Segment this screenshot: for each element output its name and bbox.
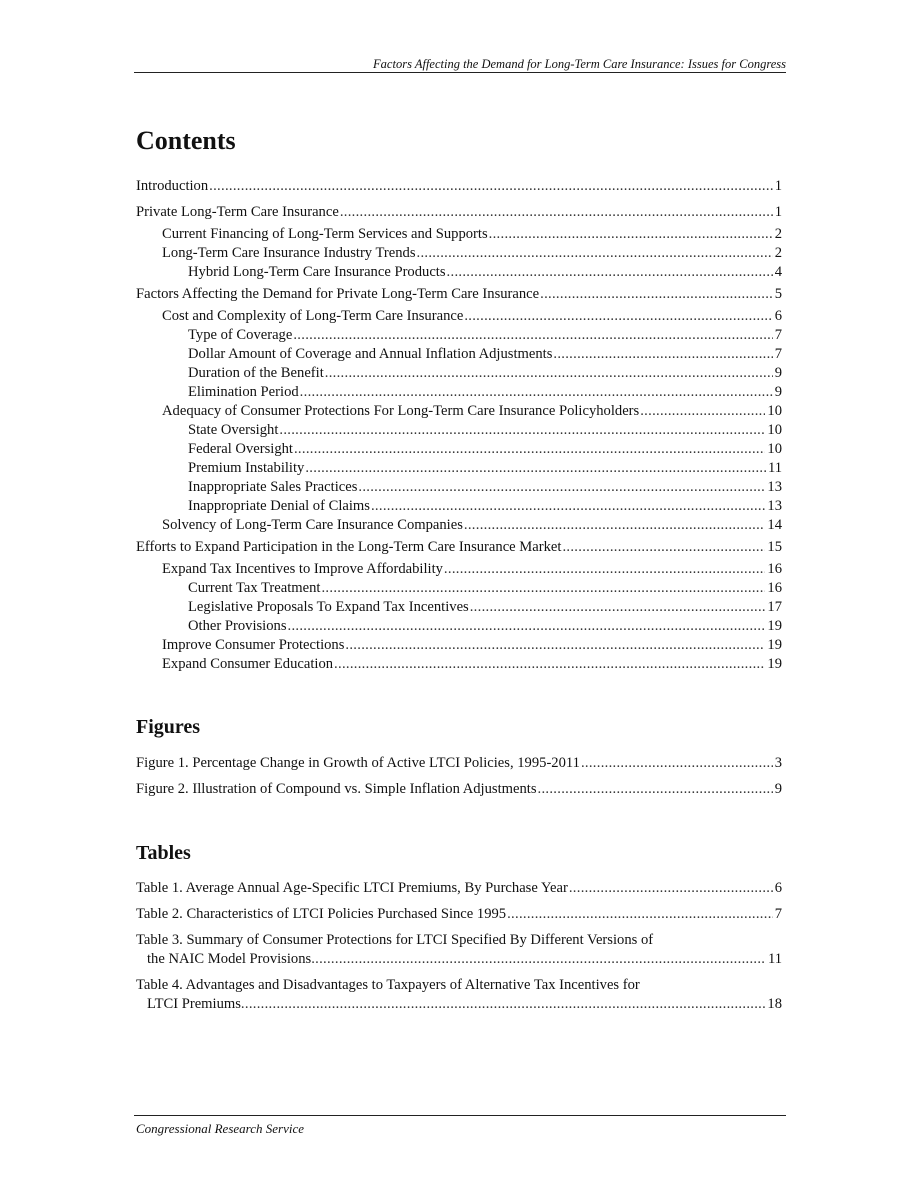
figure-entry-title: Figure 2. Illustration of Compound vs. Simple Inflation Adjustments — [136, 781, 537, 797]
toc-entry-title: Premium Instability — [188, 460, 305, 476]
toc-entry-page: 11 — [767, 460, 782, 476]
toc-entry-title: Factors Affecting the Demand for Private Long-Term Care Insurance — [136, 286, 540, 302]
toc-entry-title: Private Long-Term Care Insurance — [136, 204, 339, 220]
toc-entry-page: 5 — [774, 286, 782, 302]
toc-entry[interactable] — [162, 244, 782, 263]
toc-entry[interactable] — [162, 307, 782, 326]
table-entry[interactable] — [136, 879, 782, 898]
table-entry[interactable] — [136, 931, 782, 969]
toc-entry-page: 10 — [767, 441, 782, 457]
toc-entry-title: Legislative Proposals To Expand Tax Incentives — [188, 599, 469, 615]
toc-entry-page: 13 — [767, 498, 782, 514]
table-entry-title-continued: the NAIC Model Provisions — [147, 951, 312, 967]
toc-entry[interactable] — [136, 177, 782, 196]
toc-entry-page: 6 — [774, 308, 782, 324]
toc-entry[interactable] — [188, 440, 782, 459]
tables-heading: Tables — [136, 842, 191, 864]
toc-entry-page: 19 — [767, 656, 782, 672]
toc-entry[interactable] — [188, 421, 782, 440]
toc-entry-title: Expand Tax Incentives to Improve Affordability — [162, 561, 443, 577]
toc-entry-title: Duration of the Benefit — [188, 365, 324, 381]
toc-entry-title: Other Provisions — [188, 618, 287, 634]
toc-entry-title: Federal Oversight — [188, 441, 293, 457]
table-entry-page: 11 — [767, 951, 782, 967]
toc-entry[interactable] — [188, 478, 782, 497]
figures-heading: Figures — [136, 716, 201, 738]
toc-entry-page: 4 — [774, 264, 782, 280]
footer-text: Congressional Research Service — [136, 1121, 304, 1136]
toc-entry[interactable] — [136, 285, 782, 304]
toc-entry[interactable] — [162, 225, 782, 244]
contents-heading: Contents — [136, 126, 236, 155]
toc-entry-title: Expand Consumer Education — [162, 656, 334, 672]
toc-entry[interactable] — [188, 617, 782, 636]
table-entry[interactable] — [136, 905, 782, 924]
toc-entry[interactable] — [188, 598, 782, 617]
toc-entry-title: Long-Term Care Insurance Industry Trends — [162, 245, 416, 261]
toc-entry-page: 16 — [767, 580, 782, 596]
toc-entry-title: Efforts to Expand Participation in the Long-Term Care Insurance Market — [136, 539, 562, 555]
table-entry-page: 6 — [774, 880, 782, 896]
toc-entry-title: Inappropriate Sales Practices — [188, 479, 358, 495]
toc-entry-title: Inappropriate Denial of Claims — [188, 498, 370, 514]
toc-entry[interactable] — [188, 383, 782, 402]
toc-entry-title: Introduction — [136, 178, 209, 194]
table-entry-title: Table 3. Summary of Consumer Protections for LTCI Specified By Different Versions of — [136, 932, 654, 948]
toc-entry-title: Adequacy of Consumer Protections For Long-Term Care Insurance Policyholders — [162, 403, 640, 419]
toc-entry-title: Solvency of Long-Term Care Insurance Companies — [162, 517, 463, 533]
toc-entry[interactable] — [188, 263, 782, 282]
figure-entry-title: Figure 1. Percentage Change in Growth of Active LTCI Policies, 1995-2011 — [136, 755, 580, 771]
toc-entry-page: 17 — [767, 599, 782, 615]
toc-entry-title: Cost and Complexity of Long-Term Care Insurance — [162, 308, 464, 324]
toc-entry[interactable] — [162, 402, 782, 421]
toc-entry-title: Improve Consumer Protections — [162, 637, 345, 653]
figure-entry[interactable] — [136, 754, 782, 773]
table-entry[interactable] — [136, 976, 782, 1014]
toc-entry[interactable] — [188, 345, 782, 364]
toc-entry-title: Dollar Amount of Coverage and Annual Inflation Adjustments — [188, 346, 553, 362]
table-entry-page: 18 — [767, 996, 782, 1012]
toc-entry-page: 16 — [767, 561, 782, 577]
toc-entry-page: 19 — [767, 637, 782, 653]
toc-entry[interactable] — [188, 326, 782, 345]
table-entry-title: Table 4. Advantages and Disadvantages to Taxpayers of Alternative Tax Incentives for — [136, 977, 640, 993]
table-entry-page: 7 — [774, 906, 782, 922]
toc-entry[interactable] — [162, 516, 782, 535]
table-entry-title-continued: LTCI Premiums — [147, 996, 241, 1012]
toc-entry-page: 1 — [774, 178, 782, 194]
table-entry-title: Table 2. Characteristics of LTCI Policies Purchased Since 1995 — [136, 906, 507, 922]
toc-entry[interactable] — [136, 538, 782, 557]
toc-entry-title: Type of Coverage — [188, 327, 293, 343]
figure-entry-page: 3 — [774, 755, 782, 771]
toc-entry-title: Elimination Period — [188, 384, 299, 400]
toc-entry-page: 10 — [767, 422, 782, 438]
toc-entry-page: 14 — [767, 517, 782, 533]
toc-entry-page: 2 — [774, 245, 782, 261]
toc-entry-title: Hybrid Long-Term Care Insurance Products — [188, 264, 446, 280]
footer-rule — [134, 1115, 786, 1116]
toc-entry[interactable] — [188, 497, 782, 516]
header-rule — [134, 72, 786, 73]
running-header: Factors Affecting the Demand for Long-Term Care Insurance: Issues for Congress — [373, 57, 786, 71]
figure-entry-page: 9 — [774, 781, 782, 797]
table-entry-title: Table 1. Average Annual Age-Specific LTCI Premiums, By Purchase Year — [136, 880, 568, 896]
toc-entry[interactable] — [188, 459, 782, 478]
toc-entry-page: 13 — [767, 479, 782, 495]
toc-entry-page: 19 — [767, 618, 782, 634]
toc-entry-title: State Oversight — [188, 422, 279, 438]
toc-entry[interactable] — [162, 655, 782, 674]
toc-entry-page: 7 — [774, 346, 782, 362]
toc-entry-page: 2 — [774, 226, 782, 242]
toc-entry[interactable] — [188, 579, 782, 598]
toc-entry-title: Current Tax Treatment — [188, 580, 321, 596]
toc-entry[interactable] — [162, 636, 782, 655]
toc-entry-page: 1 — [774, 204, 782, 220]
figure-entry[interactable] — [136, 780, 782, 799]
toc-entry-page: 9 — [774, 365, 782, 381]
toc-entry-page: 15 — [767, 539, 782, 555]
toc-entry[interactable] — [162, 560, 782, 579]
toc-entry[interactable] — [188, 364, 782, 383]
toc-entry-title: Current Financing of Long-Term Services and Supports — [162, 226, 488, 242]
toc-entry-page: 9 — [774, 384, 782, 400]
toc-entry[interactable] — [136, 203, 782, 222]
toc-entry-page: 7 — [774, 327, 782, 343]
toc-entry-page: 10 — [767, 403, 782, 419]
